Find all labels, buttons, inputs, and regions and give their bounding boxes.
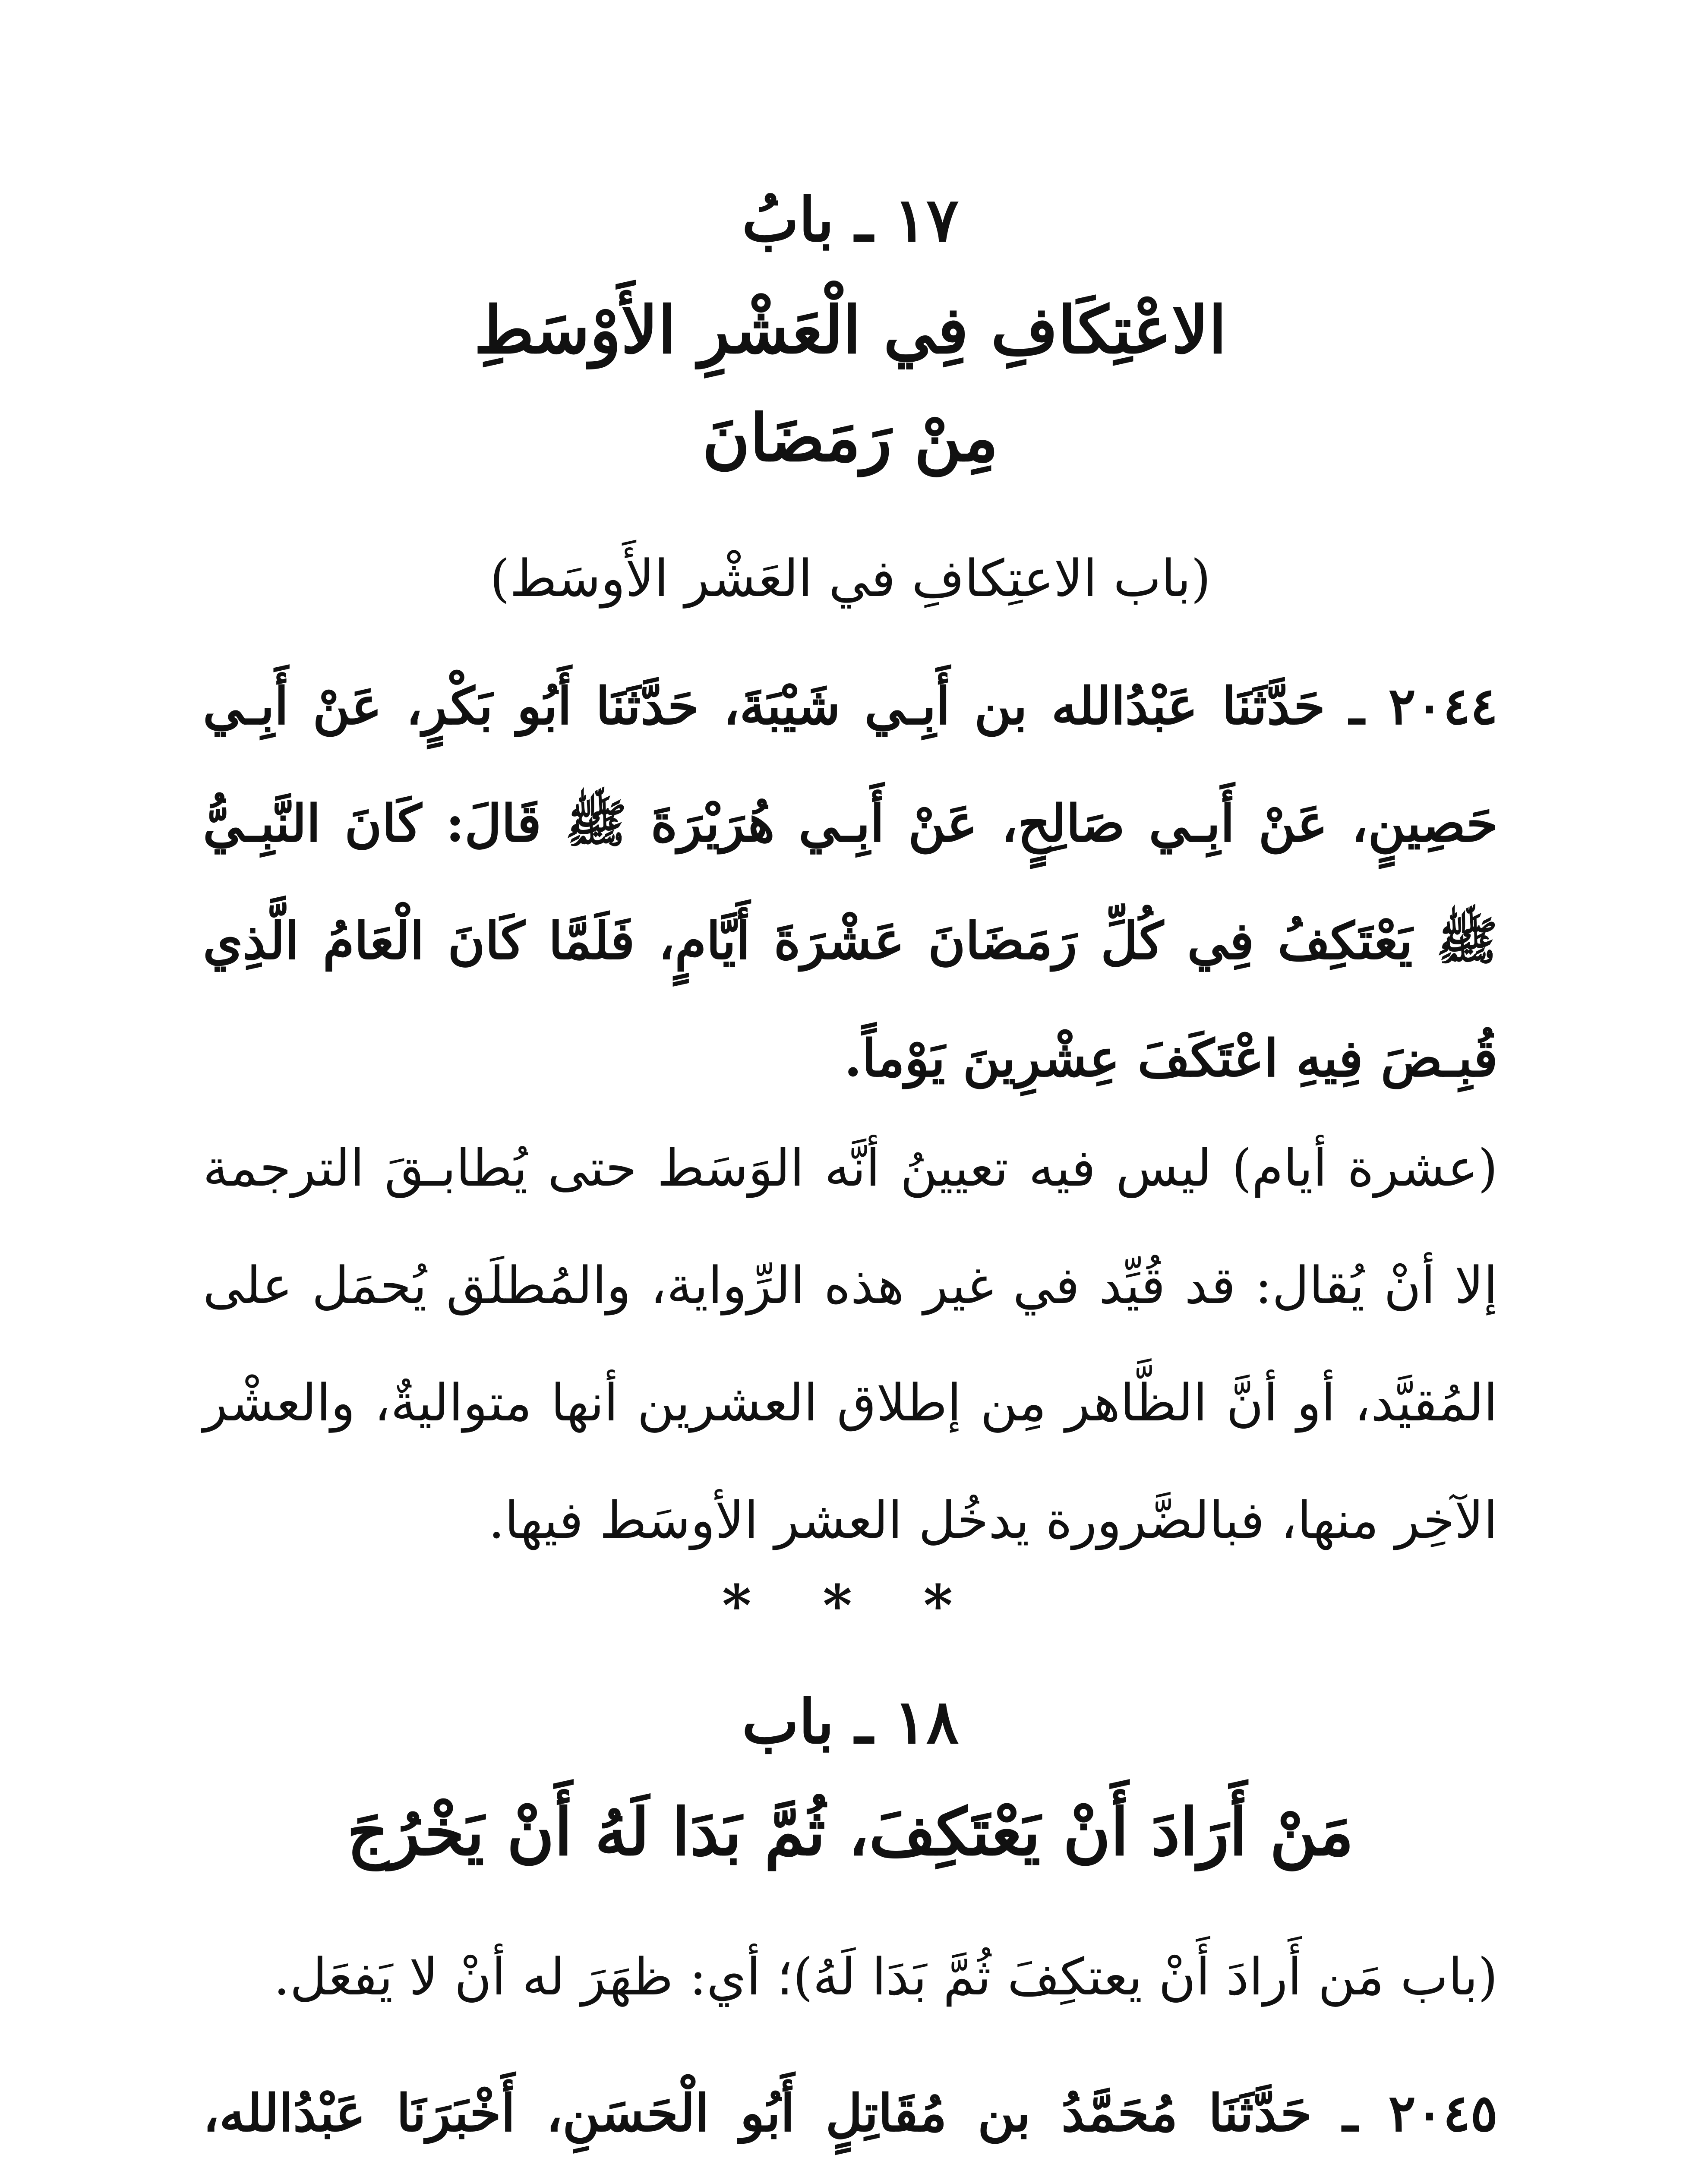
hadith-2045-text: ٢٠٤٥ ـ حَدَّثَنَا مُحَمَّدُ بن مُقَاتِلٍ أَبُو الْحَسَنِ، أَخْبَرَنَا عَبْدُالله، [203,2083,1498,2143]
chapter-17-title-line-2: مِنْ رَمَضَانَ [702,400,998,476]
chapter-17-title-line-1: الاعْتِكَافِ فِي الْعَشْرِ الأَوْسَطِ [474,292,1227,368]
hadith-2044-commentary: (عشرة أيام) ليس فيه تعيينُ أنَّه الوَسَط حتى يُطابـقَ الترجمة إلا أنْ يُقال: قد قُيِّد في غير هذه الرِّواية، والمُطلَق يُحمَل على المُقيَّد، أو أنَّ الظَّاهر مِن إطلاق العشرين أنها متواليةٌ، والعشْر الآخِر منها، فبالضَّرورة يدخُل العشر الأوسَط فيها. [203,1138,1498,1550]
chapter-18-heading-number: ١٨ ـ باب [742,1687,959,1757]
hadith-2044-text: ٢٠٤٤ ـ حَدَّثَنَا عَبْدُالله بن أَبِـي شَيْبَةَ، حَدَّثَنَا أَبُو بَكْرٍ، عَنْ أَبِـي حَصِينٍ، عَنْ أَبِـي صَالِحٍ، عَنْ أَبِـي هُرَيْرَةَ ﷺ قَالَ: كَانَ النَّبِـيُّ ﷺ يَعْتَكِفُ فِي كُلِّ رَمَضَانَ عَشْرَةَ أَيَّامٍ، فَلَمَّا كَانَ الْعَامُ الَّذِي قُبِـضَ فِيهِ اعْتَكَفَ عِشْرِينَ يَوْماً. [203,676,1498,1088]
chapter-18-gloss: (باب مَن أَرادَ أَنْ يعتكِفَ ثُمَّ بَدَا لَهُ)؛ أي: ظهَرَ له أنْ لا يَفعَل. [273,1947,1498,2007]
chapter-18-title: مَنْ أَرَادَ أَنْ يَعْتَكِفَ، ثُمَّ بَدَا لَهُ أَنْ يَخْرُجَ [347,1794,1354,1870]
chapter-17-heading-number: ١٧ ـ بابُ [742,185,959,256]
section-separator: * * * [722,1572,979,1638]
chapter-17-gloss: (باب الاعتِكافِ في العَشْر الأَوسَط) [489,549,1211,608]
